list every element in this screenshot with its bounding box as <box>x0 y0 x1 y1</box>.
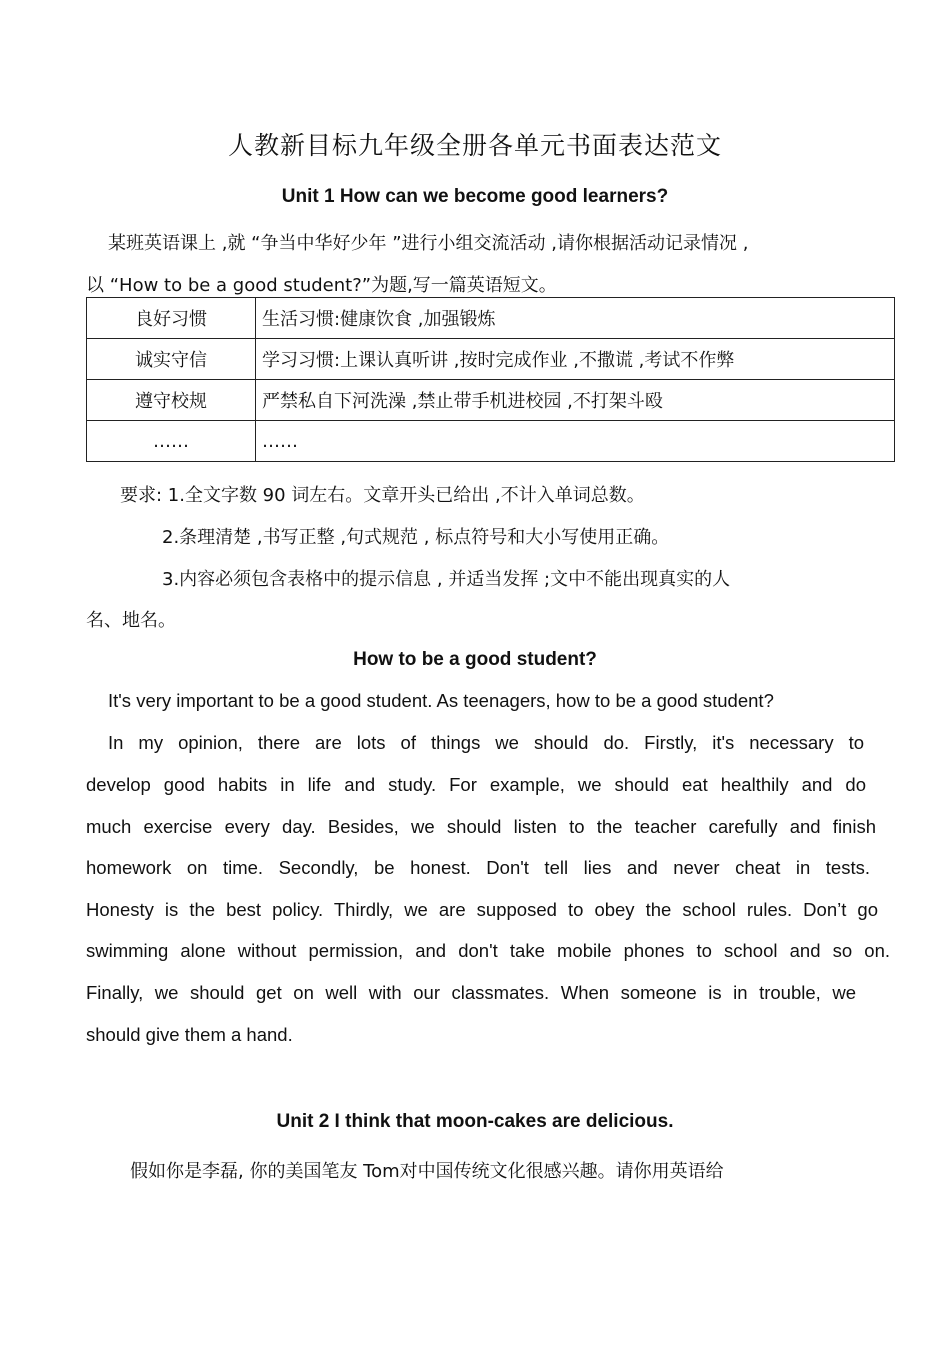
essay-line: swimming alone without permission, and don't take mobile phones to school and so on. <box>86 940 890 961</box>
unit1-prompt-line2: 以 “How to be a good student?”为题,写一篇英语短文。 <box>86 275 557 296</box>
requirement-3-line1: 3.内容必须包含表格中的提示信息 , 并适当发挥 ;文中不能出现真实的人 <box>162 569 731 590</box>
essay-line: It's very important to be a good student. As teenagers, how to be a good student? <box>108 690 774 711</box>
essay-title: How to be a good student? <box>353 649 597 670</box>
unit1-prompt-line1: 某班英语课上 ,就 “争当中华好少年 ”进行小组交流活动 ,请你根据活动记录情况 , <box>108 233 749 254</box>
unit1-heading: Unit 1 How can we become good learners? <box>281 186 669 207</box>
table-cell-category: …… <box>87 421 256 462</box>
table-cell-detail: 学习习惯:上课认真听讲 ,按时完成作业 ,不撒谎 ,考试不作弊 <box>256 339 895 380</box>
table-row <box>87 380 895 421</box>
requirement-1: 要求: 1.全文字数 90 词左右。文章开头已给出 ,不计入单词总数。 <box>120 485 645 506</box>
essay-line: Finally, we should get on well with our classmates. When someone is in trouble, we <box>86 982 856 1003</box>
table-cell-detail: …… <box>256 421 895 462</box>
table-row <box>87 421 895 462</box>
unit2-heading: Unit 2 I think that moon-cakes are delicious. <box>276 1111 674 1132</box>
table-cell-detail: 生活习惯:健康饮食 ,加强锻炼 <box>256 298 895 339</box>
table-cell-category: 诚实守信 <box>87 339 256 380</box>
document-title: 人教新目标九年级全册各单元书面表达范文 <box>227 131 722 160</box>
essay-line: should give them a hand. <box>86 1024 293 1045</box>
table-cell-detail: 严禁私自下河洗澡 ,禁止带手机进校园 ,不打架斗殴 <box>256 380 895 421</box>
table-row <box>87 339 895 380</box>
essay-line: develop good habits in life and study. For example, we should eat healthily and do <box>86 774 866 795</box>
requirement-3-line2: 名、地名。 <box>86 610 176 631</box>
essay-line: Honesty is the best policy. Thirdly, we are supposed to obey the school rules. Don’t go <box>86 899 878 920</box>
table-cell-category: 良好习惯 <box>87 298 256 339</box>
table-cell-category: 遵守校规 <box>87 380 256 421</box>
unit2-prompt-line1: 假如你是李磊, 你的美国笔友 Tom对中国传统文化很感兴趣。请你用英语给 <box>130 1161 724 1182</box>
habits-table <box>86 297 895 462</box>
essay-line: In my opinion, there are lots of things we should do. Firstly, it's necessary to <box>108 732 864 753</box>
requirement-2: 2.条理清楚 ,书写正整 ,句式规范 , 标点符号和大小写使用正确。 <box>162 527 670 548</box>
essay-line: homework on time. Secondly, be honest. Don't tell lies and never cheat in tests. <box>86 857 870 878</box>
essay-line: much exercise every day. Besides, we should listen to the teacher carefully and finish <box>86 816 876 837</box>
table-row <box>87 298 895 339</box>
